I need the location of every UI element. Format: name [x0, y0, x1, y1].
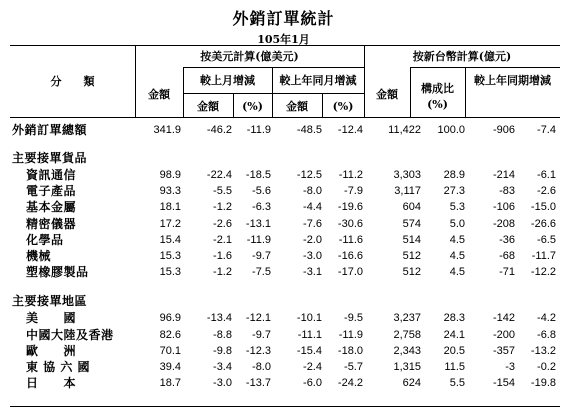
header-twd-share: 構成比 (%) — [421, 82, 454, 111]
table-cell: -68 — [499, 250, 515, 262]
row-label: 歐 洲 — [26, 343, 77, 358]
table-cell: 15.3 — [159, 250, 181, 262]
table-cell: -9.7 — [252, 250, 271, 262]
table-cell: -71 — [499, 266, 515, 279]
table-cell: -4.4 — [303, 201, 322, 214]
total-cell: 100.0 — [437, 124, 465, 136]
table-cell: 5.3 — [449, 201, 465, 214]
total-cell: -906 — [492, 124, 515, 136]
row-label: 日 本 — [26, 376, 77, 391]
table-cell: 2,343 — [393, 344, 421, 357]
table-cell: -12.1 — [245, 312, 271, 325]
table-cell: 2,758 — [393, 328, 421, 341]
table-cell: 3,303 — [393, 169, 421, 181]
table-cell: 574 — [402, 217, 421, 230]
table-cell: -36 — [499, 233, 515, 246]
header-yoy-pct: (%) — [332, 100, 354, 113]
table-cell: -8.8 — [213, 328, 232, 341]
table-cell: -7.5 — [252, 266, 271, 279]
header-bottom-rule — [10, 117, 560, 118]
table-cell: 624 — [402, 377, 421, 390]
table-cell: 28.9 — [443, 169, 465, 181]
table-cell: -18.0 — [337, 344, 363, 357]
table-cell: 3,117 — [394, 185, 421, 198]
table-cell: 15.4 — [159, 233, 181, 246]
total-cell: -46.2 — [206, 124, 232, 136]
header-yoy-change: 較上年同月增減 — [279, 74, 357, 87]
table-cell: -3 — [505, 361, 515, 373]
table-cell: -16.6 — [337, 250, 363, 262]
section-title: 主要接單地區 — [12, 294, 88, 309]
table-cell: -12.3 — [245, 344, 271, 357]
table-cell: -1.6 — [213, 250, 232, 262]
total-cell: -11.9 — [246, 124, 271, 136]
table-cell: -11.1 — [297, 328, 322, 341]
table-cell: -10.1 — [296, 312, 322, 325]
table-cell: -11.2 — [338, 169, 363, 181]
table-cell: 5.0 — [449, 217, 465, 230]
table-cell: -357 — [492, 344, 515, 357]
table-cell: -8.0 — [252, 361, 271, 373]
table-cell: 4.5 — [449, 233, 465, 246]
table-cell: -142 — [492, 312, 515, 325]
row-label: 美 國 — [26, 311, 77, 326]
table-cell: 17.2 — [159, 217, 181, 230]
table-cell: 96.9 — [159, 312, 181, 325]
table-cell: 18.1 — [159, 201, 181, 214]
table-cell: -8.0 — [303, 185, 322, 198]
page-subtitle: 105年1月 — [257, 33, 310, 46]
table-cell: 27.3 — [443, 185, 465, 198]
table-cell: -208 — [492, 217, 515, 230]
total-cell: -48.5 — [296, 124, 322, 136]
table-cell: 93.3 — [159, 185, 181, 198]
row-label: 機械 — [26, 249, 52, 263]
total-row-label: 外銷訂單總額 — [12, 123, 88, 137]
header-category: 分 類 — [50, 75, 95, 88]
table-cell: 82.6 — [159, 328, 181, 341]
table-cell: -13.4 — [206, 312, 232, 325]
table-cell: 512 — [402, 250, 421, 262]
table-cell: -13.1 — [245, 217, 271, 230]
total-cell: -12.4 — [337, 124, 363, 136]
row-label: 基本金屬 — [26, 200, 77, 215]
row-label: 化學品 — [26, 232, 64, 247]
table-cell: -83 — [499, 185, 515, 198]
header-usd-amount: 金額 — [148, 88, 170, 101]
header-mom-pct: (%) — [242, 100, 263, 113]
table-cell: -9.5 — [344, 312, 363, 325]
table-cell: -13.2 — [530, 344, 556, 357]
table-cell: -154 — [492, 377, 515, 390]
row-label: 中國大陸及香港 — [26, 327, 114, 342]
header-twd-amount: 金額 — [376, 88, 398, 101]
table-cell: -12.2 — [530, 266, 556, 279]
total-cell: -7.4 — [537, 124, 556, 136]
table-cell: -6.1 — [537, 169, 556, 181]
row-label: 塑橡膠製品 — [26, 265, 89, 280]
total-cell: 11,422 — [388, 124, 421, 136]
table-cell: -13.7 — [245, 377, 271, 390]
table-cell: 3,237 — [393, 312, 421, 325]
table-cell: -5.5 — [213, 185, 232, 198]
table-cell: -26.6 — [530, 217, 556, 230]
table-cell: -11.9 — [338, 328, 363, 341]
table-cell: 11.5 — [444, 361, 465, 373]
header-twd-yoy: 較上年同期增減 — [474, 74, 551, 87]
orders-table — [10, 45, 560, 407]
row-label: 精密儀器 — [26, 216, 77, 231]
table-cell: -9.7 — [252, 328, 271, 341]
header-rule-usd-sub — [183, 93, 364, 94]
table-cell: -5.6 — [252, 185, 271, 198]
header-rule-usd — [183, 67, 364, 68]
page-title: 外銷訂單統計 — [232, 9, 335, 28]
row-label: 電子產品 — [26, 184, 77, 199]
table-cell: 18.7 — [159, 377, 181, 390]
table-cell: -6.0 — [303, 377, 322, 390]
table-cell: 28.3 — [443, 312, 465, 325]
table-cell: -6.5 — [537, 233, 556, 246]
header-usd-group: 按美元計算(億美元) — [200, 50, 299, 63]
header-mom-change: 較上月增減 — [200, 74, 255, 87]
table-cell: 1,315 — [393, 361, 421, 373]
section-title: 主要接單貨品 — [12, 151, 88, 165]
table-cell: 15.3 — [159, 266, 181, 279]
table-cell: -15.4 — [296, 344, 322, 357]
table-cell: 70.1 — [159, 344, 181, 357]
table-cell: -214 — [492, 169, 515, 181]
table-cell: -6.3 — [252, 201, 271, 214]
table-cell: -2.6 — [213, 217, 232, 230]
table-cell: -24.2 — [337, 377, 363, 390]
table-cell: -12.5 — [296, 169, 322, 181]
table-cell: -200 — [492, 328, 515, 341]
header-mom-amount: 金額 — [197, 100, 219, 113]
table-cell: 39.4 — [159, 361, 181, 373]
table-cell: -3.0 — [213, 377, 232, 390]
table-cell: 98.9 — [159, 169, 181, 181]
table-cell: -19.6 — [337, 201, 363, 214]
header-twd-group: 按新台幣計算(億元) — [412, 50, 512, 63]
table-cell: -11.7 — [531, 250, 556, 262]
row-label: 東 協 六 國 — [26, 360, 91, 374]
table-cell: -3.4 — [213, 361, 232, 373]
table-cell: -22.4 — [206, 169, 232, 181]
table-cell: -3.1 — [303, 266, 322, 279]
header-rule-twd — [410, 67, 560, 68]
table-cell: 514 — [402, 233, 421, 246]
row-label: 資訊通信 — [26, 168, 77, 182]
table-cell: -17.0 — [337, 266, 363, 279]
table-cell: 512 — [402, 266, 421, 279]
table-cell: -1.2 — [213, 201, 232, 214]
total-cell: 341.9 — [153, 124, 181, 136]
table-cell: -3.0 — [303, 250, 322, 262]
table-top-rule — [10, 45, 560, 46]
table-cell: -30.6 — [337, 217, 363, 230]
table-cell: -0.2 — [537, 361, 556, 373]
table-cell: -19.8 — [530, 377, 556, 390]
table-cell: -5.7 — [344, 361, 363, 373]
table-cell: 4.5 — [449, 266, 465, 279]
table-cell: -2.6 — [537, 185, 556, 198]
table-cell: -11.6 — [338, 233, 363, 246]
table-cell: -1.2 — [213, 266, 232, 279]
table-cell: -2.0 — [303, 233, 322, 246]
table-bottom-rule — [10, 406, 560, 407]
table-cell: -2.1 — [213, 233, 232, 246]
table-cell: 604 — [402, 201, 421, 214]
table-cell: -15.0 — [530, 201, 556, 214]
table-cell: -7.6 — [303, 217, 322, 230]
table-cell: -9.8 — [213, 344, 232, 357]
header-yoy-amount: 金額 — [286, 100, 308, 113]
table-cell: 5.5 — [449, 377, 465, 390]
table-cell: 20.5 — [443, 344, 465, 357]
table-cell: -6.8 — [537, 328, 556, 341]
table-cell: 4.5 — [449, 250, 465, 262]
table-cell: -4.2 — [537, 312, 556, 325]
table-cell: -2.4 — [303, 361, 322, 373]
table-cell: -106 — [492, 201, 515, 214]
table-cell: -7.9 — [344, 185, 363, 198]
table-cell: -11.9 — [246, 233, 271, 246]
table-cell: 24.1 — [443, 328, 465, 341]
table-cell: -18.5 — [245, 169, 271, 181]
